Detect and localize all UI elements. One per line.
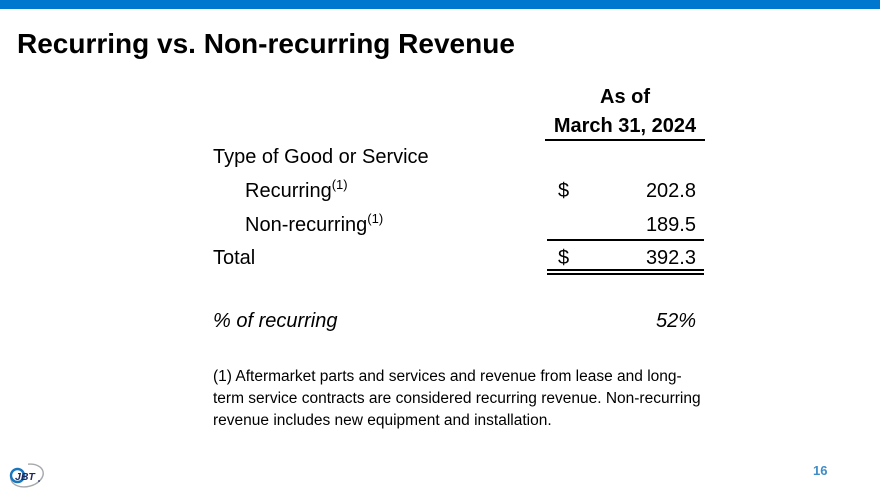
row-value-percent-recurring: [545, 310, 705, 332]
footnote-line: revenue includes new equipment and installation.: [213, 412, 552, 429]
page-number: 16: [813, 463, 828, 478]
footnote-ref: (1): [367, 211, 384, 226]
top-accent-bar: [0, 0, 880, 9]
row-label-total: Total: [213, 247, 256, 269]
column-header-line1: As of: [600, 86, 650, 108]
row-value-total: [545, 247, 705, 269]
recurring-label: Recurring: [245, 180, 332, 202]
non-recurring-amount: 189.5: [645, 214, 696, 236]
row-label-recurring: [245, 177, 348, 202]
header-underline: [545, 139, 705, 141]
row-label-percent-recurring: % of recurring: [213, 310, 338, 332]
jbt-logo-text: JBT: [15, 471, 35, 483]
currency-symbol: $: [558, 180, 570, 202]
table-section-label: Type of Good or Service: [213, 146, 429, 168]
non-recurring-label: Non-recurring: [245, 214, 368, 236]
row-value-recurring: [545, 180, 705, 202]
table-column-header: [545, 83, 705, 141]
total-amount: 392.3: [645, 247, 696, 269]
footnote: [213, 366, 733, 432]
percent-recurring-value: 52%: [655, 310, 696, 332]
footnote-ref: (1): [331, 177, 348, 192]
slide-title: Recurring vs. Non-recurring Revenue: [17, 28, 515, 59]
total-double-rule: [547, 269, 704, 275]
row-value-non-recurring: [545, 214, 705, 236]
subtotal-rule: [547, 239, 704, 241]
currency-symbol: $: [558, 247, 570, 269]
jbt-logo: [6, 460, 46, 491]
footnote-line: term service contracts are considered recurring revenue. Non-recurring: [213, 390, 701, 407]
column-header-line2: March 31, 2024: [553, 115, 697, 137]
footnote-line: (1) Aftermarket parts and services and revenue from lease and long-: [213, 368, 682, 385]
row-label-non-recurring: [245, 211, 384, 236]
recurring-amount: 202.8: [645, 180, 696, 202]
